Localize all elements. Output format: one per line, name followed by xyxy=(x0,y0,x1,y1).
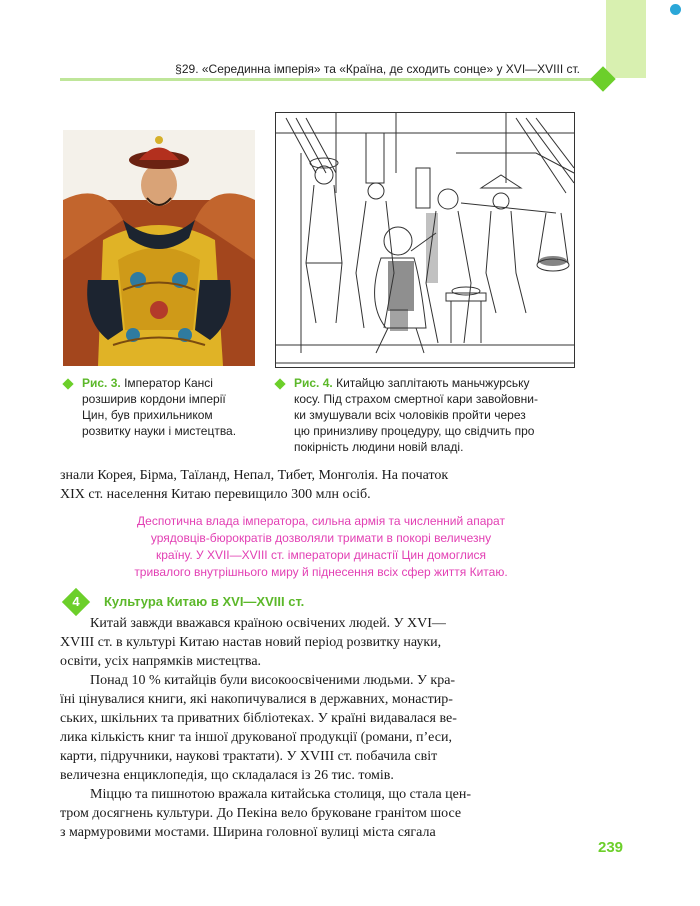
text-line: Китай завжди вважався країною освічених людей. У XVI— xyxy=(90,616,446,631)
figure-4-text: Китайцю заплітають маньчжурську xyxy=(336,376,530,390)
page-header: §29. «Серединна імперія» та «Країна, де сходить сонце» у XVI—XVIII ст. xyxy=(175,62,580,76)
figure-4-label: Рис. 4. xyxy=(294,376,333,390)
highlight-line: Деспотична влада імператора, сильна армія та численний апарат xyxy=(137,514,505,528)
caption-bullet-icon xyxy=(62,378,73,389)
highlight-summary xyxy=(90,513,552,581)
figure-3-label: Рис. 3. xyxy=(82,376,121,390)
text-line: XIX ст. населення Китаю перевищило 300 млн осіб. xyxy=(60,487,371,502)
figure-3-caption xyxy=(82,375,262,439)
text-line: величезна енциклопедія, що складалася із 26 тис. томів. xyxy=(60,768,394,783)
paragraph-2 xyxy=(60,671,572,785)
text-line: тром досягнень культури. До Пекіна вело бруковане гранітом шосе xyxy=(60,806,462,821)
emperor-kangxi-portrait xyxy=(63,130,255,366)
paragraph-3 xyxy=(60,785,572,842)
text-line: знали Корея, Бірма, Таїланд, Непал, Тибет, Монголія. На початок xyxy=(60,468,449,483)
page-number: 239 xyxy=(598,839,624,856)
highlight-line: тривалого внутрішнього миру й піднесення всіх сфер життя Китаю. xyxy=(134,565,508,579)
publisher-logo-icon xyxy=(670,4,681,15)
text-line: освіти, усіх напрямків мистецтва. xyxy=(60,654,262,669)
queue-braiding-illustration xyxy=(275,112,575,368)
figure-3-text: розвитку науки і мистецтва. xyxy=(82,424,237,438)
caption-bullet-icon xyxy=(274,378,285,389)
page-corner-tab xyxy=(606,0,646,78)
text-line: Міццю та пишнотою вражала китайська столиця, що стала цен- xyxy=(90,787,472,802)
figure-4-text: ки змушували всіх чоловіків пройти через xyxy=(294,408,526,422)
figure-4-text: покірність людини новій владі. xyxy=(294,440,464,454)
highlight-line: урядовців-бюрократів дозволяли тримати в покорі величезну xyxy=(150,531,492,545)
figure-4-caption xyxy=(294,375,574,455)
header-divider xyxy=(60,78,600,81)
section-number: 4 xyxy=(72,594,80,609)
text-line: карти, підручники, наукові трактати). У XVIII ст. побачила світ xyxy=(60,749,438,764)
text-line: XVIII ст. в культурі Китаю настав новий період розвитку науки, xyxy=(60,635,442,650)
section-title: Культура Китаю в XVI—XVIII ст. xyxy=(104,594,305,609)
figure-4-text: цю принизливу процедуру, що свідчить про xyxy=(294,424,535,438)
text-line: їні цінувалися книги, які накопичувалися в державних, монастир- xyxy=(60,692,453,707)
figure-4-text: косу. Під страхом смертної кари завойовни- xyxy=(294,392,538,406)
figure-3-text: Цин, був прихильником xyxy=(82,408,213,422)
figure-3-text: Імператор Кансі xyxy=(124,376,213,390)
text-line: Понад 10 % китайців були високоосвіченими людьми. У кра- xyxy=(90,673,456,688)
intro-paragraph xyxy=(60,466,572,504)
highlight-line: країну. У XVII—XVIII ст. імператори династії Цин домоглися xyxy=(155,548,487,562)
paragraph-1 xyxy=(60,614,572,671)
text-line: лика кількість книг та іншої друкованої продукції (романи, п’еси, xyxy=(60,730,452,745)
text-line: з мармуровими мостами. Ширина головної вулиці міста сягала xyxy=(60,825,436,840)
text-line: ських, шкільних та приватних бібліотеках. У країні видавалася ве- xyxy=(60,711,457,726)
figure-3-text: розширив кордони імперії xyxy=(82,392,226,406)
